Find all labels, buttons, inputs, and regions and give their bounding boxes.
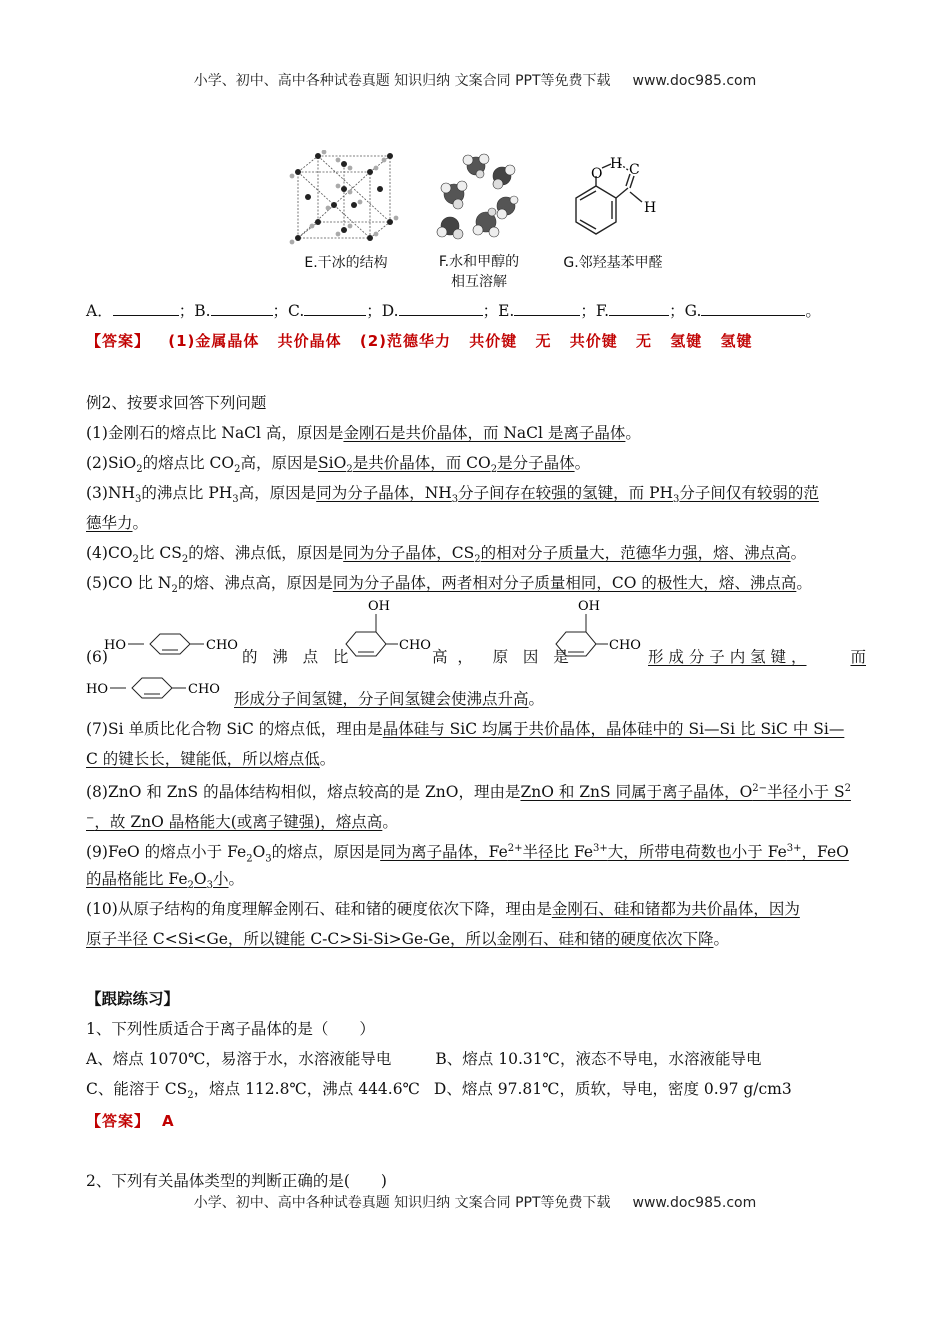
atom-h1: H: [610, 156, 623, 172]
blank-label-c: ；C.: [272, 302, 305, 320]
svg-text:CHO: CHO: [399, 638, 431, 653]
answer-text: 德华力: [86, 514, 133, 532]
option-d[interactable]: D、熔点 97.81℃，质软，导电，密度 0.97 g/cm3: [433, 1080, 792, 1098]
practice-q1-stem: 1、下列性质适合于离子晶体的是（ ）: [86, 1020, 375, 1038]
blank-a[interactable]: [113, 301, 179, 316]
answer-label: 【答案】: [86, 332, 151, 350]
question-3-cont: 德华力。: [86, 514, 149, 532]
answer-item: 氢键: [670, 332, 703, 350]
p-hydroxybenzaldehyde-structure: [104, 630, 242, 664]
svg-text:HO: HO: [104, 638, 126, 653]
answer-text: 晶体硅与 SiC 均属于共价晶体，晶体硅中的 Si—Si 比 SiC 中 Si—: [382, 720, 845, 738]
answer-text: C 的键长长，键能低，所以熔点低: [86, 750, 320, 768]
blank-label-d: ；D.: [366, 302, 399, 320]
question-2: (2)SiO$_2$的熔点比 $CO_2$高，原因是SiO$_2$是共价晶体，而 $CO_2$是分子晶体。: [86, 454, 591, 476]
p-hydroxybenzaldehyde-structure-2: [86, 674, 234, 702]
blank-label-g: ；G.: [669, 302, 702, 320]
answer-1: [86, 330, 866, 352]
answer-text: 金刚石、硅和锗都为共价晶体，因为: [551, 900, 800, 918]
salicylaldehyde-figure: [566, 152, 666, 246]
question-9-cont: 的晶格能比 $Fe_2O_3$小。: [86, 870, 245, 892]
answer-text: 同为离子晶体，$Fe^{2+}$半径比 $Fe^{3+}$大，所带电荷数也小于 $Fe^{3+}$，FeO: [380, 843, 849, 862]
question-6-cont: [86, 674, 866, 708]
blank-b[interactable]: [211, 301, 273, 316]
q6-text-2: 高 ， 原 因 是: [432, 648, 569, 666]
q6-answer-2: 形成分子间氢键，分子间氢键会使沸点升高。: [234, 690, 545, 708]
answer-text: −，故 ZnO 晶格能大(或离子键强)，熔点高: [86, 813, 383, 832]
o-hydroxybenzaldehyde-structure-2: [552, 598, 652, 664]
answer-text: 形成分子间氢键，分子间氢键会使沸点升高: [234, 690, 529, 708]
answer-text: 金刚石是共价晶体，而 NaCl 是离子晶体: [343, 424, 626, 442]
answer-text: 形 成 分 子 内 氢 键 ，: [648, 648, 807, 666]
atom-o: O: [591, 166, 603, 182]
q6-text-1: 的 沸 点 比: [242, 648, 349, 666]
answer-text: SiO$_2$是共价晶体，而 $CO_2$是分子晶体: [318, 454, 575, 476]
blank-e[interactable]: [514, 301, 580, 316]
page-header: [0, 70, 950, 90]
q6-number: (6): [86, 648, 108, 666]
answer-item: 共价键: [569, 332, 618, 350]
answer-blanks-line: [86, 300, 866, 322]
answer-item: 无: [636, 332, 653, 350]
option-c[interactable]: C、能溶于 $CS_2$，熔点 112.8℃，沸点 444.6℃: [86, 1080, 420, 1102]
svg-text:OH: OH: [368, 599, 390, 614]
blank-label-e: ；E.: [482, 302, 515, 320]
answer-value: A: [162, 1112, 175, 1130]
blank-label-f: ；F.: [580, 302, 610, 320]
answer-item: 共价晶体: [277, 332, 342, 350]
example-2-title: 例2、按要求回答下列问题: [86, 394, 267, 412]
answer-text: ZnO 和 ZnS 同属于离子晶体，$O^{2-}$半径小于 $S^2$: [520, 783, 851, 802]
figure-g-caption: G.邻羟基苯甲醛: [563, 255, 663, 271]
answer-text: 同为分子晶体，$CS_2$的相对分子质量大，范德华力强，熔、沸点高: [343, 544, 791, 566]
svg-text:HO: HO: [86, 682, 108, 697]
answer-text: 原子半径 C<Si<Ge，所以键能 C-C>Si-Si>Ge-Ge，所以金刚石、硅和锗的硬度依次下降: [86, 930, 714, 948]
question-10: (10)从原子结构的角度理解金刚石、硅和锗的硬度依次下降，理由是金刚石、硅和锗都为共价晶体，因为: [86, 900, 800, 918]
practice-q1-options-cd: [86, 1078, 866, 1107]
blank-d[interactable]: [399, 301, 483, 316]
answer-item: (2)范德华力: [359, 332, 452, 350]
question-10-cont: 原子半径 C<Si<Ge，所以键能 C-C>Si-Si>Ge-Ge，所以金刚石、硅和锗的硬度依次下降。: [86, 930, 730, 948]
answer-item: 无: [535, 332, 552, 350]
blank-f[interactable]: [609, 301, 669, 316]
atom-c: C: [629, 162, 640, 178]
answer-text: 而: [850, 648, 866, 666]
dry-ice-structure-figure: [288, 150, 400, 246]
water-methanol-figure: [432, 150, 522, 246]
question-6: [86, 599, 866, 666]
answer-text: 的晶格能比 $Fe_2O_3$小: [86, 870, 229, 892]
option-a[interactable]: A、熔点 1070℃，易溶于水，水溶液能导电: [86, 1050, 392, 1068]
practice-q2-stem: 2、下列有关晶体类型的判断正确的是( ): [86, 1172, 387, 1190]
svg-text:CHO: CHO: [609, 638, 641, 653]
option-b[interactable]: B、熔点 10.31℃，液态不导电，水溶液能导电: [435, 1050, 762, 1068]
figure-f-caption-line2: 相互溶解: [451, 274, 507, 290]
question-1: (1)金刚石的熔点比 NaCl 高，原因是金刚石是共价晶体，而 NaCl 是离子晶体。: [86, 424, 641, 442]
figure-e-caption: E.干冰的结构: [304, 255, 388, 271]
svg-text:CHO: CHO: [188, 682, 220, 697]
question-7: (7)Si 单质比化合物 SiC 的熔点低，理由是晶体硅与 SiC 均属于共价晶体，晶体硅中的 Si—Si 比 SiC 中 Si—: [86, 720, 845, 738]
question-4: $(4)CO_2$比 $CS_2$的熔、沸点低，原因是同为分子晶体，$CS_2$的相对分子质量大，范德华力强，熔、沸点高。: [86, 544, 807, 566]
answer-text: 同为分子晶体，两者相对分子质量相同，CO 的极性大，熔、沸点高: [332, 574, 797, 592]
question-8-cont: −，故 ZnO 晶格能大(或离子键强)，熔点高。: [86, 813, 398, 832]
question-8: (8)ZnO 和 ZnS 的晶体结构相似，熔点较高的是 ZnO，理由是ZnO 和 ZnS 同属于离子晶体，$O^{2-}$半径小于 $S^2$: [86, 783, 851, 802]
footer-text: 小学、初中、高中各种试卷真题 知识归纳 文案合同 PPT等免费下载: [193, 1195, 611, 1211]
answer-item: 共价键: [469, 332, 518, 350]
question-5: (5)CO 比 $N_2$的熔、沸点高，原因是同为分子晶体，两者相对分子质量相同，CO 的极性大，熔、沸点高。: [86, 574, 812, 596]
figure-f-caption-line1: F.水和甲醇的: [438, 254, 520, 270]
question-9: (9)FeO 的熔点小于 $Fe_2O_3$的熔点，原因是同为离子晶体，$Fe^{2+}$半径比 $Fe^{3+}$大，所带电荷数也小于 $Fe^{3+}$，FeO: [86, 843, 849, 865]
o-hydroxybenzaldehyde-structure: [342, 598, 434, 664]
header-url: www.doc985.com: [632, 73, 757, 89]
question-7-cont: C 的键长长，键能低，所以熔点低。: [86, 750, 336, 768]
footer-url: www.doc985.com: [632, 1195, 757, 1211]
page-footer: [0, 1192, 950, 1212]
header-text: 小学、初中、高中各种试卷真题 知识归纳 文案合同 PPT等免费下载: [193, 73, 611, 89]
atom-h2: H: [644, 200, 657, 216]
practice-answer: [86, 1110, 866, 1132]
question-3: $(3)NH_3$的沸点比 $PH_3$高，原因是同为分子晶体，$NH_3$分子间存在较强的氢键，而 $PH_3$分子间仅有较弱的范: [86, 484, 819, 506]
answer-item: (1)金属晶体: [168, 332, 260, 350]
answer-text: 同为分子晶体，$NH_3$分子间存在较强的氢键，而 $PH_3$分子间仅有较弱的范: [316, 484, 819, 506]
blank-g[interactable]: [701, 301, 805, 316]
figure-f-caption: [420, 252, 538, 292]
practice-q1-options-ab: [86, 1048, 866, 1070]
blank-label-a: A．: [86, 302, 113, 320]
blank-c[interactable]: [304, 301, 366, 316]
q6-answer-1: [648, 646, 866, 668]
answer-label: 【答案】: [86, 1112, 151, 1130]
svg-text:CHO: CHO: [206, 638, 238, 653]
svg-text:OH: OH: [578, 599, 600, 614]
answer-item: 氢键: [720, 332, 753, 350]
practice-title: 【跟踪练习】: [86, 989, 180, 1008]
blank-label-b: ；B.: [178, 302, 211, 320]
blank-end: 。: [805, 302, 821, 320]
